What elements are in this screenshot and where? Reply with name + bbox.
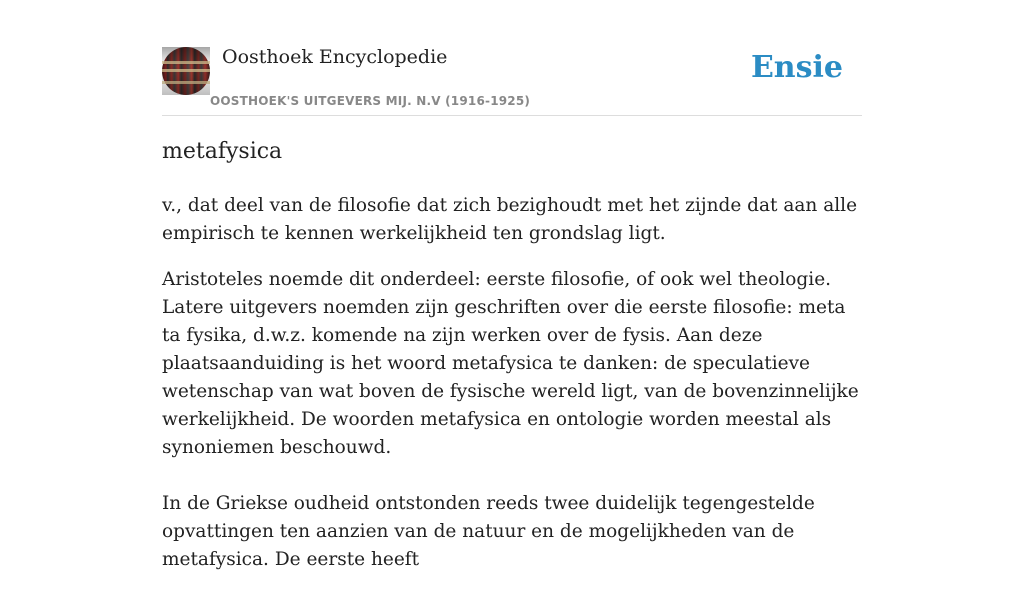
source-subtitle: OOSTHOEK'S UITGEVERS MIJ. N.V (1916-1925) — [210, 94, 531, 108]
article-paragraph: v., dat deel van de filosofie dat zich bezighoudt met het zijnde dat aan alle empirisch te kennen werkelijkheid ten grondslag ligt. — [162, 195, 858, 244]
article-title: metafysica — [162, 139, 283, 164]
source-name[interactable]: Oosthoek Encyclopedie — [222, 46, 448, 68]
article-body — [162, 192, 867, 592]
ensie-logo[interactable]: Ensie — [750, 50, 843, 85]
article-paragraph: In de Griekse oudheid ontstonden reeds twee duidelijk tegengestelde opvattingen ten aanzien van de natuur en de mogelijkheden van de metafysica. De eerste heeft — [162, 493, 815, 570]
article-paragraph: Aristoteles noemde dit onderdeel: eerste filosofie, of ook wel theologie. Latere uitgevers noemden zijn geschriften over die eerste filosofie: meta ta fysika, d.w.z. komende na zijn werken over de fysis. Aan deze plaatsaanduiding is het woord metafysica te danken: de speculatieve wetenschap van wat boven de fysische wereld ligt, van de bovenzinnelijke werkelijkheid. De woorden metafysica en ontologie worden meestal als synoniemen beschouwd. — [162, 269, 859, 458]
source-header — [162, 44, 862, 116]
source-avatar[interactable] — [162, 47, 210, 95]
